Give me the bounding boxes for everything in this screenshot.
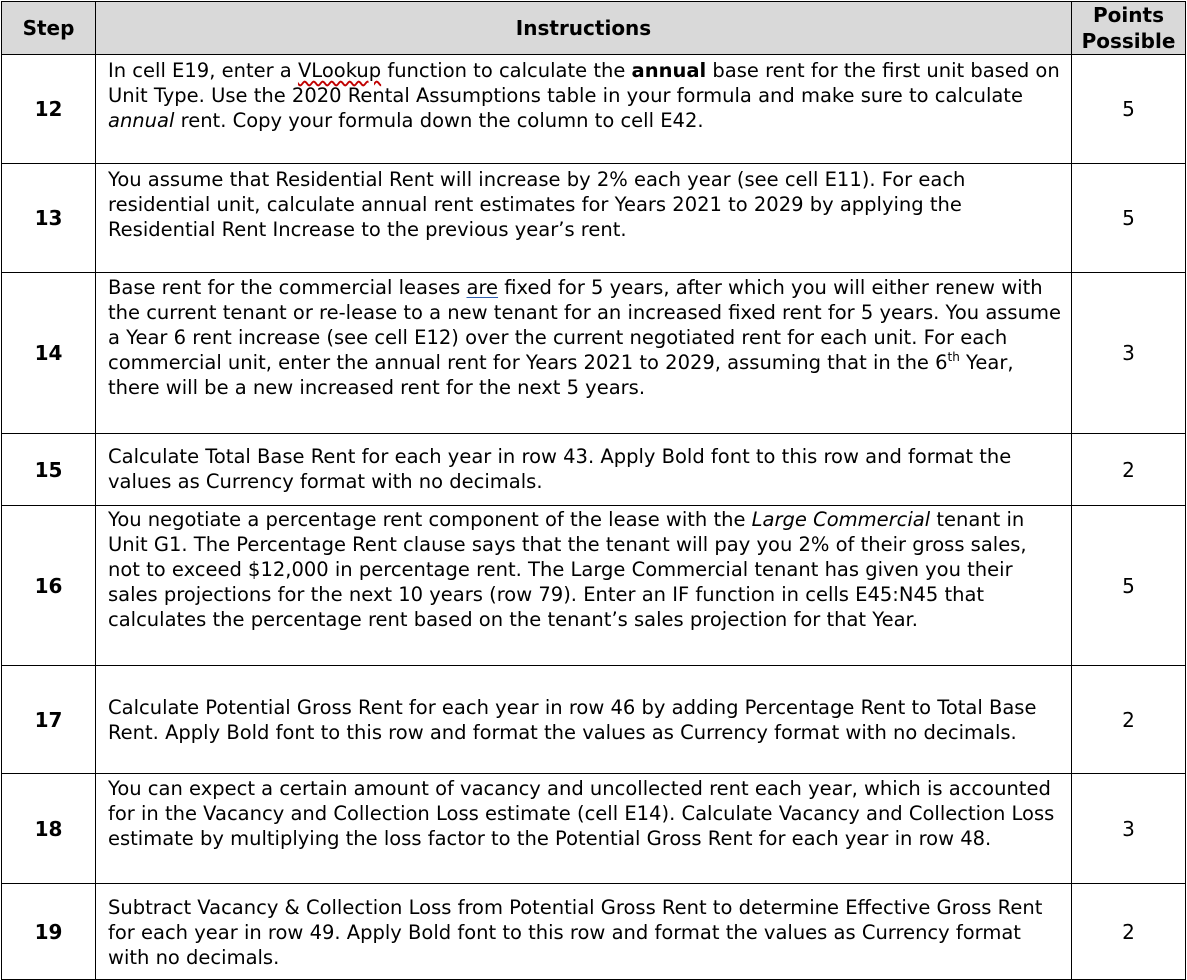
header-row xyxy=(2,2,1186,55)
table-row xyxy=(2,164,1186,273)
header-points-line2: Possible xyxy=(1081,29,1176,53)
instruction-text: Subtract Vacancy & Collection Loss from Potential Gross Rent to determine Effective Gross Rent for each year in row 49. Apply Bold font to this row and format the values as Currency format with no decimals. xyxy=(96,884,1072,980)
instruction-text: You negotiate a percentage rent component of the lease with the Large Commercial tenant in Unit G1. The Percentage Rent clause says that the tenant will pay you 2% of their gross sales, not to exceed $12,000 in percentage rent. The Large Commercial tenant has given you their sales projections for the next 10 years (row 79). Enter an IF function in cells E45:N45 that calculates the percentage rent based on the tenant’s sales projection for that Year. xyxy=(96,506,1072,666)
underlined-word: are xyxy=(466,276,499,299)
points-value: 3 xyxy=(1072,774,1186,884)
points-value: 2 xyxy=(1072,434,1186,506)
step-number: 17 xyxy=(2,666,96,774)
header-points-line1: Points xyxy=(1093,3,1164,27)
instruction-text: You can expect a certain amount of vacancy and uncollected rent each year, which is accounted for in the Vacancy and Collection Loss estimate (cell E14). Calculate Vacancy and Collection Loss estimate by multiplying the loss factor to the Potential Gross Rent for each year in row 48. xyxy=(96,774,1072,884)
instruction-text: You assume that Residential Rent will increase by 2% each year (see cell E11). For each residential unit, calculate annual rent estimates for Years 2021 to 2029 by applying the Residential Rent Increase to the previous year’s rent. xyxy=(96,164,1072,273)
step-number: 16 xyxy=(2,506,96,666)
header-step: Step xyxy=(2,2,96,55)
table-row xyxy=(2,774,1186,884)
points-value: 3 xyxy=(1072,273,1186,434)
spellcheck-word: VLookup xyxy=(297,59,382,82)
table-row xyxy=(2,666,1186,774)
instruction-text: Calculate Total Base Rent for each year in row 43. Apply Bold font to this row and format the values as Currency format with no decimals. xyxy=(96,434,1072,506)
table-row xyxy=(2,434,1186,506)
step-number: 12 xyxy=(2,55,96,164)
step-number: 19 xyxy=(2,884,96,980)
step-number: 13 xyxy=(2,164,96,273)
header-points xyxy=(1072,2,1186,55)
grading-table xyxy=(1,1,1186,980)
points-value: 5 xyxy=(1072,164,1186,273)
points-value: 5 xyxy=(1072,55,1186,164)
points-value: 2 xyxy=(1072,884,1186,980)
step-number: 18 xyxy=(2,774,96,884)
table-row xyxy=(2,55,1186,164)
step-number: 15 xyxy=(2,434,96,506)
points-value: 5 xyxy=(1072,506,1186,666)
instruction-text: In cell E19, enter a VLookup function to calculate the annual base rent for the first unit based on Unit Type. Use the 2020 Rental Assumptions table in your formula and make sure to calculate annual rent. Copy your formula down the column to cell E42. xyxy=(96,55,1072,164)
table-row xyxy=(2,273,1186,434)
table-row xyxy=(2,884,1186,980)
instruction-text: Base rent for the commercial leases are fixed for 5 years, after which you will either renew with the current tenant or re-lease to a new tenant for an increased fixed rent for 5 years. You assume a Year 6 rent increase (see cell E12) over the current negotiated rent for each unit. For each commercial unit, enter the annual rent for Years 2021 to 2029, assuming that in the 6th Year, there will be a new increased rent for the next 5 years. xyxy=(96,273,1072,434)
header-instructions: Instructions xyxy=(96,2,1072,55)
table-row xyxy=(2,506,1186,666)
step-number: 14 xyxy=(2,273,96,434)
points-value: 2 xyxy=(1072,666,1186,774)
instruction-text: Calculate Potential Gross Rent for each year in row 46 by adding Percentage Rent to Total Base Rent. Apply Bold font to this row and format the values as Currency format with no decimals. xyxy=(96,666,1072,774)
